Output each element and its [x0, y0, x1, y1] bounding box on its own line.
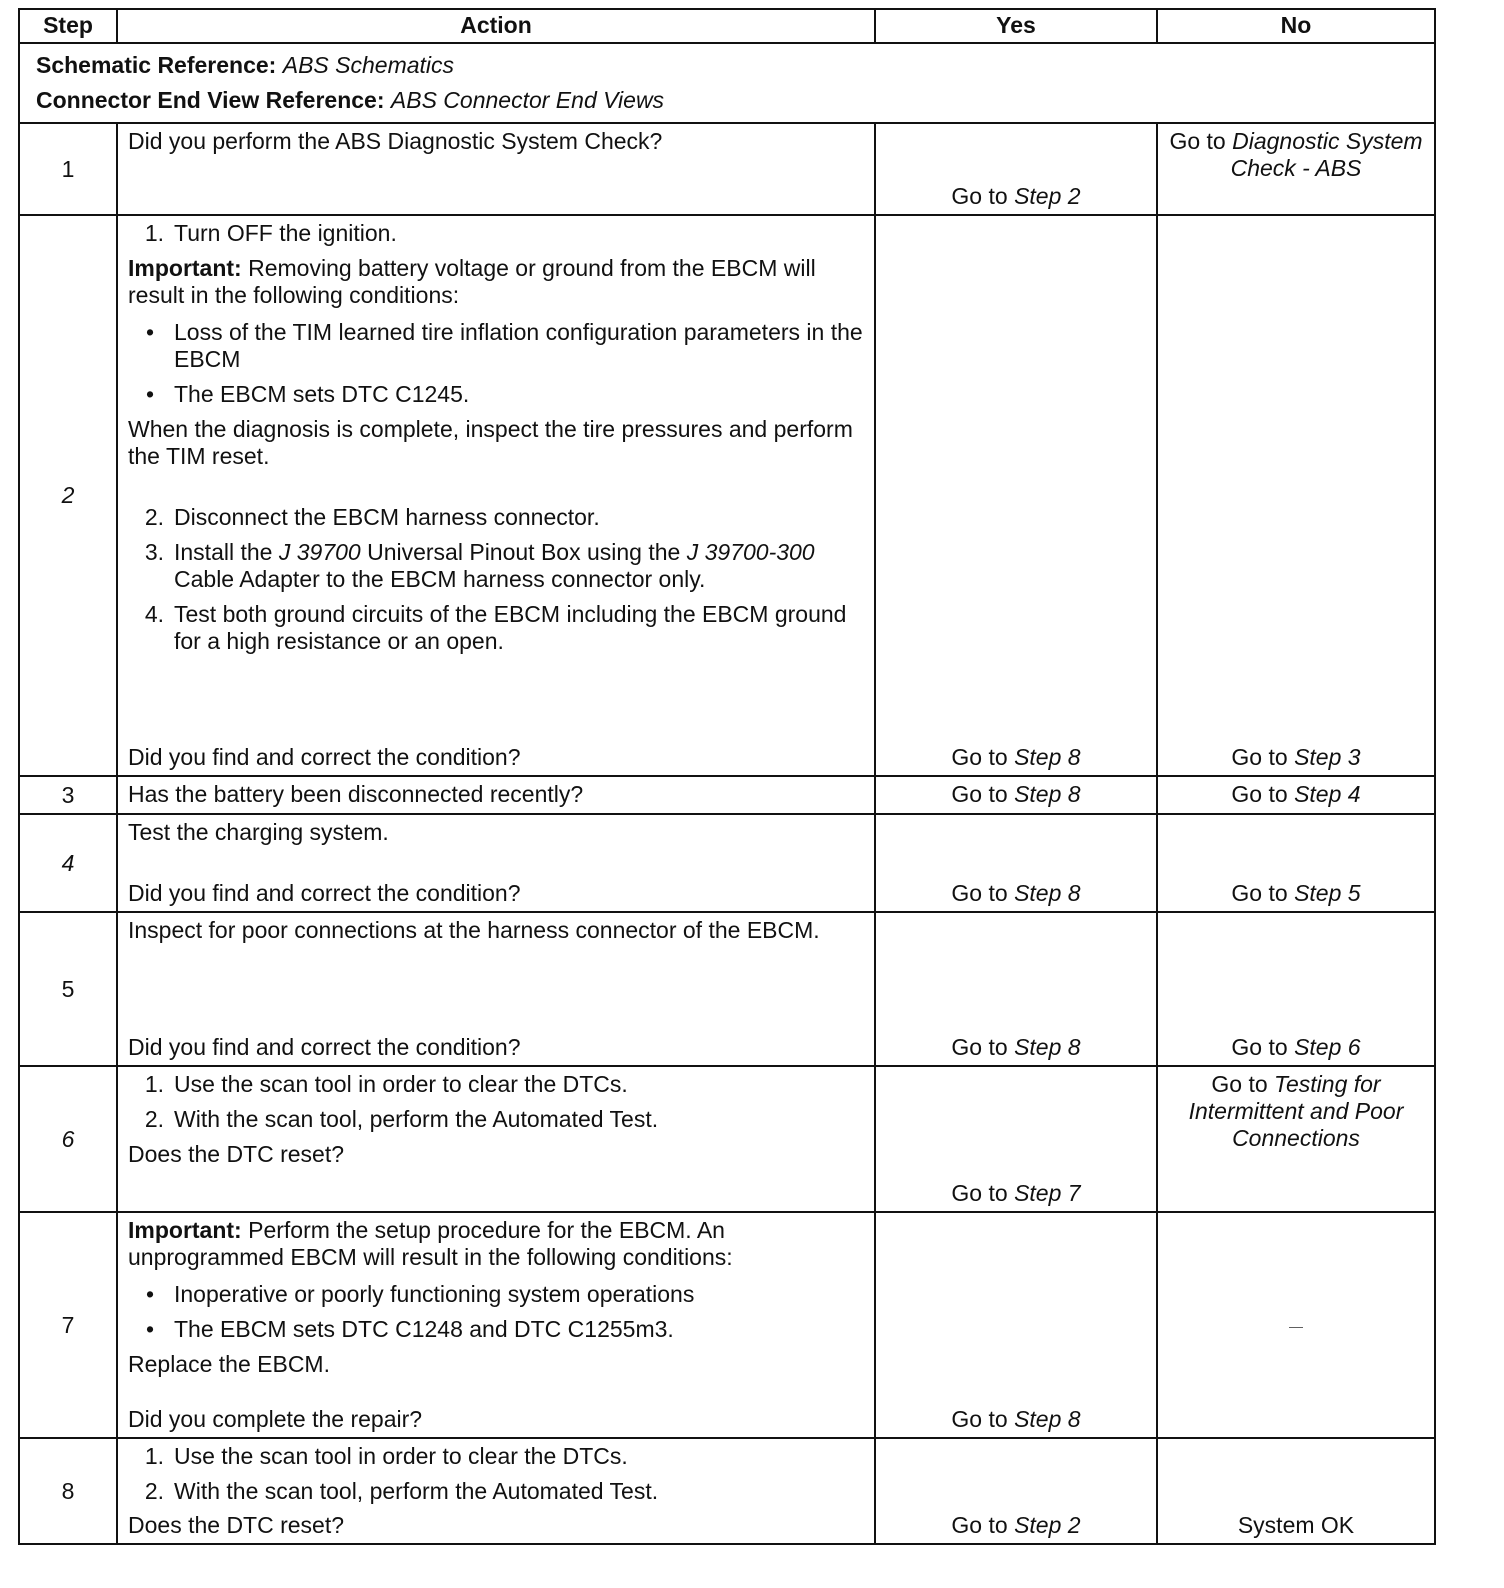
bullet-icon: •: [146, 1316, 155, 1342]
go-to-text: Go to: [951, 880, 1008, 906]
no-cell: [1157, 1438, 1435, 1544]
step-link[interactable]: Step 5: [1294, 880, 1361, 906]
important-note: [128, 1217, 864, 1271]
go-to-text: Go to: [951, 744, 1008, 770]
schematic-reference-link[interactable]: ABS Schematics: [282, 52, 455, 78]
list-item: [128, 1106, 864, 1133]
go-to-text: Go to: [1231, 744, 1288, 770]
item-text: Test both ground circuits of the EBCM including the EBCM ground for a high resistance or an open.: [174, 601, 847, 654]
step-link[interactable]: Step 8: [1014, 880, 1081, 906]
item-text: Disconnect the EBCM harness connector.: [174, 504, 600, 530]
item-text: With the scan tool, perform the Automated Test.: [174, 1478, 659, 1504]
go-to-text: Go to: [951, 1512, 1008, 1538]
bullet-icon: •: [146, 319, 155, 345]
step-row-3: [19, 776, 1435, 814]
action-cell: [117, 1438, 875, 1544]
step-text: Inspect for poor connections at the harness connector of the EBCM.: [128, 917, 820, 943]
step-number: 2: [19, 215, 117, 776]
list-item: [128, 1071, 864, 1098]
item-number: 1.: [144, 220, 164, 246]
step-link[interactable]: Step 8: [1014, 781, 1081, 807]
step-row-2: [19, 215, 1435, 776]
header-step: Step: [19, 9, 117, 43]
yes-cell: [875, 776, 1157, 814]
step-question: Did you complete the repair?: [128, 1406, 423, 1432]
bullet-icon: •: [146, 381, 155, 407]
item-text: [174, 539, 864, 593]
step-row-8: [19, 1438, 1435, 1544]
step-row-1: [19, 123, 1435, 215]
item-number: 3.: [144, 539, 164, 565]
list-item: [128, 1478, 864, 1505]
bullet-icon: •: [146, 1281, 155, 1307]
yes-cell: [875, 1066, 1157, 1212]
step-number: 6: [19, 1066, 117, 1212]
step-link[interactable]: Step 8: [1014, 744, 1081, 770]
go-to-text: Go to: [951, 1034, 1008, 1060]
step-row-5: [19, 912, 1435, 1066]
list-item: [128, 220, 864, 247]
bullet-text: Loss of the TIM learned tire inflation configuration parameters in the EBCM: [174, 319, 863, 372]
item-number: 2.: [144, 1478, 164, 1504]
yes-cell: [875, 215, 1157, 776]
step-text: Replace the EBCM.: [128, 1351, 330, 1377]
go-to-text: Go to: [951, 1180, 1008, 1206]
action-cell: [117, 1066, 875, 1212]
go-to-text: Go to: [1231, 1034, 1288, 1060]
step-question: Did you find and correct the condition?: [128, 1034, 521, 1060]
schematic-reference-label: Schematic Reference:: [36, 52, 277, 78]
important-text: Removing battery voltage or ground from the EBCM will result in the following conditions:: [128, 255, 816, 308]
bullet-text: The EBCM sets DTC C1245.: [174, 381, 470, 407]
item-number: 4.: [144, 601, 164, 627]
yes-cell: [875, 123, 1157, 215]
important-label: Important:: [128, 1217, 242, 1243]
action-cell: [117, 912, 875, 1066]
no-cell: [1157, 1212, 1435, 1438]
item-text-part: Universal Pinout Box using the: [367, 539, 681, 565]
bullet-text: The EBCM sets DTC C1248 and DTC C1255m3.: [174, 1316, 674, 1342]
yes-cell: [875, 1212, 1157, 1438]
list-item: [128, 1443, 864, 1470]
procedure-link[interactable]: Diagnostic System Check - ABS: [1230, 128, 1423, 181]
step-question: Has the battery been disconnected recently?: [128, 781, 584, 807]
step-number: 7: [19, 1212, 117, 1438]
step-link[interactable]: Step 3: [1294, 744, 1361, 770]
go-to-text: Go to: [951, 1406, 1008, 1432]
go-to-text: Go to: [1169, 128, 1226, 154]
step-link[interactable]: Step 6: [1294, 1034, 1361, 1060]
no-cell: [1157, 912, 1435, 1066]
schematic-reference: [36, 48, 1418, 83]
connector-reference-link[interactable]: ABS Connector End Views: [390, 87, 665, 113]
note-text: When the diagnosis is complete, inspect the tire pressures and perform the TIM reset.: [128, 416, 853, 469]
tool-link[interactable]: J 39700: [278, 539, 361, 565]
action-cell: [117, 215, 875, 776]
go-to-text: Go to: [951, 183, 1008, 209]
item-number: 1.: [144, 1443, 164, 1469]
reference-cell: [19, 43, 1435, 123]
yes-cell: [875, 814, 1157, 912]
list-item: [128, 601, 864, 655]
step-number: 4: [19, 814, 117, 912]
tool-link[interactable]: J 39700-300: [686, 539, 815, 565]
step-row-6: [19, 1066, 1435, 1212]
step-question: Does the DTC reset?: [128, 1512, 345, 1538]
step-link[interactable]: Step 2: [1014, 183, 1081, 209]
step-row-7: [19, 1212, 1435, 1438]
procedure-link[interactable]: Testing for Intermittent and Poor Connections: [1188, 1071, 1404, 1151]
bullet-item: [128, 381, 864, 408]
bullet-item: [128, 1316, 864, 1343]
connector-reference-label: Connector End View Reference:: [36, 87, 385, 113]
item-text: With the scan tool, perform the Automated Test.: [174, 1106, 659, 1132]
bullet-item: [128, 1281, 864, 1308]
step-number: 1: [19, 123, 117, 215]
step-text: Test the charging system.: [128, 819, 389, 845]
action-cell: [117, 1212, 875, 1438]
no-cell: [1157, 215, 1435, 776]
step-link[interactable]: Step 8: [1014, 1034, 1081, 1060]
step-number: 3: [19, 776, 117, 814]
item-number: 1.: [144, 1071, 164, 1097]
connector-reference: [36, 83, 1418, 118]
header-yes: Yes: [875, 9, 1157, 43]
go-to-text: Go to: [951, 781, 1008, 807]
list-item: [128, 539, 864, 593]
important-text: Perform the setup procedure for the EBCM. An unprogrammed EBCM will result in the following conditions:: [128, 1217, 733, 1270]
step-link[interactable]: Step 8: [1014, 1406, 1081, 1432]
step-question: Did you perform the ABS Diagnostic System Check?: [128, 128, 663, 154]
header-row: [19, 9, 1435, 43]
important-label: Important:: [128, 255, 242, 281]
bullet-item: [128, 319, 864, 373]
go-to-text: Go to: [1231, 781, 1288, 807]
yes-cell: [875, 1438, 1157, 1544]
go-to-text: Go to: [1231, 880, 1288, 906]
yes-cell: [875, 912, 1157, 1066]
step-number: 8: [19, 1438, 117, 1544]
step-link[interactable]: Step 2: [1014, 1512, 1081, 1538]
action-cell: [117, 814, 875, 912]
list-item: [128, 504, 864, 531]
item-text: Turn OFF the ignition.: [174, 220, 397, 246]
step-question: Does the DTC reset?: [128, 1141, 345, 1167]
result-text: System OK: [1237, 1512, 1355, 1538]
diagnostic-table: [18, 8, 1436, 1545]
step-link[interactable]: Step 7: [1014, 1180, 1081, 1206]
header-no: No: [1157, 9, 1435, 43]
no-cell: [1157, 1066, 1435, 1212]
action-cell: [117, 776, 875, 814]
action-cell: [117, 123, 875, 215]
item-number: 2.: [144, 1106, 164, 1132]
step-link[interactable]: Step 4: [1294, 781, 1361, 807]
header-action: Action: [117, 9, 875, 43]
step-question: Did you find and correct the condition?: [128, 880, 521, 906]
step-question: Did you find and correct the condition?: [128, 744, 521, 770]
no-cell: [1157, 123, 1435, 215]
item-text-part: Cable Adapter to the EBCM harness connector only.: [174, 566, 706, 592]
go-to-text: Go to: [1211, 1071, 1268, 1097]
item-text: Use the scan tool in order to clear the DTCs.: [174, 1071, 628, 1097]
item-number: 2.: [144, 504, 164, 530]
step-row-4: [19, 814, 1435, 912]
item-text-part: Install the: [174, 539, 273, 565]
no-cell: [1157, 814, 1435, 912]
bullet-text: Inoperative or poorly functioning system operations: [174, 1281, 695, 1307]
item-text: Use the scan tool in order to clear the DTCs.: [174, 1443, 628, 1469]
no-cell: [1157, 776, 1435, 814]
important-note: [128, 255, 864, 309]
step-number: 5: [19, 912, 117, 1066]
empty-dash: —: [1289, 1318, 1303, 1334]
reference-row: [19, 43, 1435, 123]
